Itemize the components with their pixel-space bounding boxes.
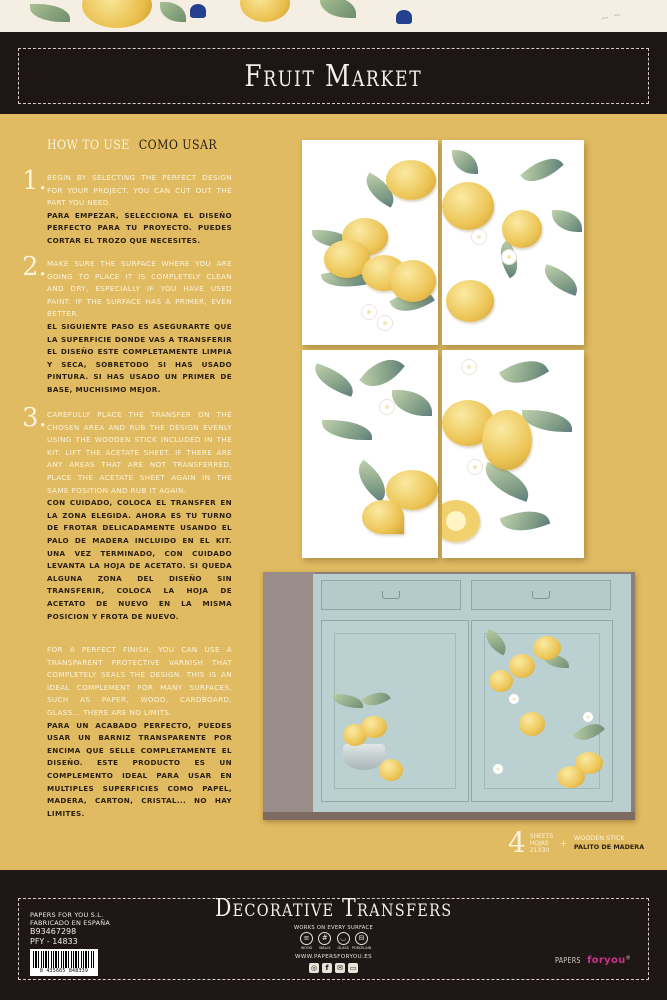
web-icon[interactable]: ▭: [349, 963, 357, 972]
heading-spanish: COMO USAR: [138, 138, 218, 153]
handwriting-decoration: ~ ~: [598, 7, 624, 26]
instructions-panel: [0, 114, 667, 870]
leaf-illustration: [320, 0, 356, 18]
wooden-stick-spanish: PALITO DE MADERA: [573, 843, 645, 851]
sheets-label-spanish: HOJAS: [529, 839, 549, 847]
package-contents: [508, 828, 644, 858]
step-1: [22, 166, 266, 248]
leaf-illustration: [160, 2, 186, 22]
step-text-english: MAKE SURE THE SURFACE WHERE YOU ARE GOING TO PLACE IT IS COMPLETELY CLEAN AND DRY, ESPECIALLY IF YOU HAVE USED PAINT. IF THE SURFACE HAS A PRIMER, EVEN BETTER.: [47, 259, 232, 319]
sheet-size: 21X30: [529, 846, 550, 854]
wooden-stick-english: WOODEN STICK: [573, 834, 625, 842]
finishing-note: [22, 644, 266, 820]
applied-example-photo: [263, 572, 635, 820]
sheets-label-english: SHEETS: [529, 832, 554, 840]
made-in: FABRICADO EN ESPAÑA: [30, 919, 110, 927]
transfer-sheet-4: [442, 350, 584, 558]
step-3: [22, 403, 266, 623]
social-links: [309, 963, 358, 973]
surface-wood: ≡ WOOD: [300, 934, 313, 950]
footer-title: Decorative Transfers: [214, 894, 453, 922]
wall-icon: #: [318, 932, 331, 945]
step-number: 1.: [22, 166, 47, 196]
brand-name-part2: foryou: [587, 955, 626, 966]
website-link[interactable]: WWW.PAPERSFORYOU.ES: [295, 954, 372, 960]
product-sku: PFY - 14833: [30, 937, 78, 946]
surface-walls: # WALLS: [319, 934, 331, 950]
plus-sign: +: [560, 838, 567, 848]
leaf-illustration: [30, 4, 70, 22]
finish-text-english: FOR A PERFECT FINISH, YOU CAN USE A TRANSPARENT PROTECTIVE VARNISH THAT COMPLETELY SEALS THE DESIGN. THIS IS AN IDEAL COMPLEMENT FOR MANY SURFACES, SUCH AS PAPER, WOOD, CARDBOARD, GLASS... THERE ARE NO LIMITS.: [47, 645, 232, 717]
transfer-sheet-2: [442, 140, 584, 345]
surface-icons: [298, 932, 370, 950]
glass-icon: ◡: [337, 932, 350, 945]
step-2: [22, 252, 266, 397]
instagram-icon[interactable]: ◎: [310, 963, 318, 972]
step-text-spanish: PARA EMPEZAR, SELECCIONA EL DISEÑO PERFECTO PARA TU PROYECTO. PUEDES CORTAR EL TROZO QUE NECESITES.: [47, 210, 232, 245]
lemon-illustration: [82, 0, 152, 28]
blue-flower-illustration: [396, 10, 412, 24]
email-icon[interactable]: ✉: [335, 963, 345, 973]
wood-icon: ≡: [300, 932, 313, 945]
heading-english: HOW TO USE: [47, 138, 130, 153]
company-name: PAPERS FOR YOU S.L.: [30, 911, 104, 919]
works-on-surfaces-label: WORKS ON EVERY SURFACE: [293, 925, 374, 931]
step-text-english: BEGIN BY SELECTING THE PERFECT DESIGN FOR YOUR PROJECT. YOU CAN CUT OUT THE PART YOU NEED.: [47, 173, 232, 208]
registered-mark: ®: [625, 955, 631, 962]
title-band: [0, 32, 667, 120]
step-number: 3.: [22, 403, 47, 433]
surface-glass: ◡ GLASS: [337, 934, 349, 950]
step-text-spanish: CON CUIDADO, COLOCA EL TRANSFER EN LA ZONA ELEGIDA. AHORA ES TU TURNO DE FROTAR DELICADAMENTE USANDO EL PALO DE MADERA INCLUIDO EN EL KIT. UNA VEZ TERMINADO, CON CUIDADO LEVANTA LA HOJA DE ACETATO. SI QUEDA ALGUNA ZONA DEL DISEÑO SIN TRANSFERIR, COLOCA LA HOJA DE ACETATO DE NUEVO EN LA MISMA POSICION Y FROTA DE NUEVO.: [47, 498, 232, 621]
step-text-spanish: EL SIGUIENTE PASO ES ASEGURARTE QUE LA SUPERFICIE DONDE VAS A TRANSFERIR EL DISEÑO ESTE COMPLETAMENTE LIMPIA Y SECA, SOBRETODO SI HAS USADO PINTURA. SI HAS USADO UN PRIMER DE BASE, MUCHISIMO MEJOR.: [47, 321, 232, 394]
how-to-use-heading: [47, 138, 217, 153]
transfer-sheets-preview: [302, 140, 584, 558]
tax-id: B93467298: [30, 927, 77, 936]
surface-porcelain: ⊟ PORCELAIN: [351, 934, 372, 950]
title-frame: [18, 48, 649, 104]
lemon-illustration: [240, 0, 290, 22]
brand-name-part1: PAPERS: [555, 956, 581, 965]
transfer-sheet-3: [302, 350, 438, 558]
sheet-count: 4: [508, 826, 526, 859]
footer: [0, 870, 667, 1000]
facebook-icon[interactable]: f: [322, 963, 332, 973]
porcelain-icon: ⊟: [355, 932, 368, 945]
page-title: Fruit Market: [244, 58, 423, 94]
painted-cabinet: [313, 574, 631, 820]
barcode-number: 8 435665 848339: [39, 968, 89, 974]
step-text-english: CAREFULLY PLACE THE TRANSFER ON THE CHOSEN AREA AND RUB THE DESIGN EVENLY USING THE WOODEN STICK INCLUDED IN THE KIT. LIFT THE ACETATE SHEET. IF THERE ARE ANY AREAS THAT ARE NOT TRANSFERRED, PLACE THE ACETATE SHEET AGAIN IN THE SAME POSITION AND RUB IT AGAIN.: [47, 410, 232, 495]
brand-logo: [555, 955, 631, 966]
blue-flower-illustration: [190, 4, 206, 18]
finish-text-spanish: PARA UN ACABADO PERFECTO, PUEDES USAR UN BARNIZ TRANSPARENTE POR ENCIMA QUE SELLE COMPLETAMENTE EL DISEÑO. ESTE PRODUCTO ES UN COMPLEMENTO IDEAL PARA USAR EN MULTIPLES SUPERFICIES COMO PAPEL, MADERA, CARTON, CRISTAL... NO HAY LIMITES.: [47, 720, 232, 818]
step-number: 2.: [22, 252, 47, 282]
transfer-sheet-1: [302, 140, 438, 345]
